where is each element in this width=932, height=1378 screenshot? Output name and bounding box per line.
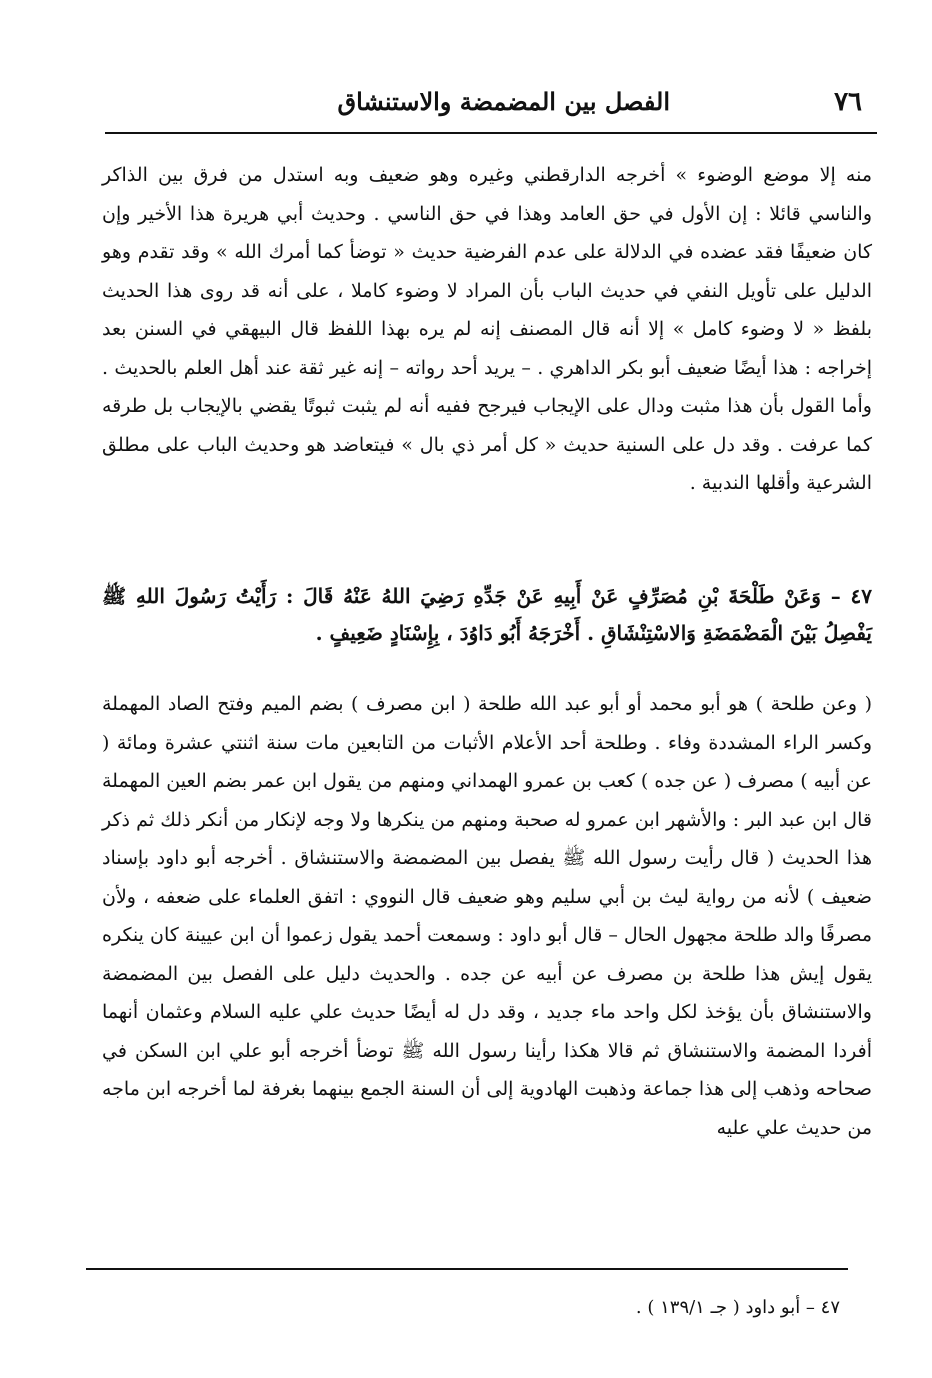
- commentary-paragraph-1: منه إلا موضع الوضوء » أخرجه الدارقطني وغيره وهو ضعيف وبه استدل من فرق بين الذاكر والناسي قائلا : إن الأول في حق العامد وهذا في حق الناسي . وحديث أبي هريرة هذا الأخير وإن كان ضعيفًا فقد عضده في الدلالة على عدم الفرضية حديث « توضأ كما أمرك الله » وقد تقدم وهو الدليل على تأويل النفي في حديث الباب بأن المراد لا وضوء كاملا ، على أنه قد روى هذا الحديث بلفظ « لا وضوء كامل » إلا أنه قال المصنف إنه لم يره بهذا اللفظ قال البيهقي في السنن بعد إخراجه : هذا أيضًا ضعيف أبو بكر الداهري . – يريد أحد رواته – إنه غير ثقة عند أهل العلم بالحديث . وأما القول بأن هذا مثبت ودال على الإيجاب فيرجح ففيه أنه لم يثبت ثبوتًا يقضي بالإيجاب بل طرقه كما عرفت . وقد دل على السنية حديث « كل أمر ذي بال » فيتعاضد هو وحديث الباب على مطلق الشرعية وأقلها الندبية .: [102, 164, 872, 494]
- page-number: ٧٦: [834, 87, 862, 117]
- running-title: الفصل بين المضمضة والاستنشاق: [337, 87, 670, 116]
- footnote: ٤٧ – أبو داود ( جـ ١٣٩/١ ) .: [635, 1297, 840, 1318]
- footnote-divider: [86, 1268, 848, 1270]
- header-divider: [105, 132, 877, 134]
- commentary-paragraph-2: ( وعن طلحة ) هو أبو محمد أو أبو عبد الله طلحة ( ابن مصرف ) بضم الميم وفتح الصاد المهملة وكسر الراء المشددة وفاء . وطلحة أحد الأعلام الأثبات من التابعين مات سنة اثنتي عشرة ومائة ( عن أبيه ) مصرف ( عن جده ) كعب بن عمرو الهمداني ومنهم من يقول ابن عمر بضم العين المهملة قال ابن عبد البر : والأشهر ابن عمرو له صحبة ومنهم من ينكرها ولا وجه لإنكار من أنكر ذلك ثم ذكر هذا الحديث ( قال رأيت رسول الله ﷺ يفصل بين المضمضة والاستنشاق . أخرجه أبو داود بإسناد ضعيف ) لأنه من رواية ليث بن أبي سليم وهو ضعيف قال النووي : اتفق العلماء على ضعفه ، ولأن مصرفًا والد طلحة مجهول الحال – قال أبو داود : وسمعت أحمد يقول زعموا أن ابن عيينة كان ينكره يقول إيش هذا طلحة بن مصرف عن أبيه عن جده . والحديث دليل على الفصل بين المضمضة والاستنشاق بأن يؤخذ لكل واحد ماء جديد ، وقد دل له أيضًا حديث علي عليه السلام وعثمان أنهما أفردا المضمة والاستنشاق ثم قالا هكذا رأينا رسول الله ﷺ توضأ أخرجه أبو علي ابن السكن في صحاحه وذهب إلى هذا جماعة وذهبت الهادوية إلى أن السنة الجمع بينهما بغرفة لما أخرجه ابن ماجه من حديث علي عليه: [102, 693, 872, 1139]
- page-header: [50, 82, 870, 130]
- hadith-47: ٤٧ – وَعَنْ طَلْحَةَ بْنِ مُصَرِّفٍ عَنْ أَبِيهِ عَنْ جَدِّهِ رَضِيَ اللهُ عَنْهُ قَالَ : رَأَيْتُ رَسُولَ اللهِ ﷺ يَفْصِلُ بَيْنَ الْمَضْمَضَةِ وَالاسْتِنْشَاقِ . أَخْرَجَهُ أَبُو دَاوُدَ ، بِإِسْنَادٍ ضَعِيفٍ .: [102, 584, 872, 645]
